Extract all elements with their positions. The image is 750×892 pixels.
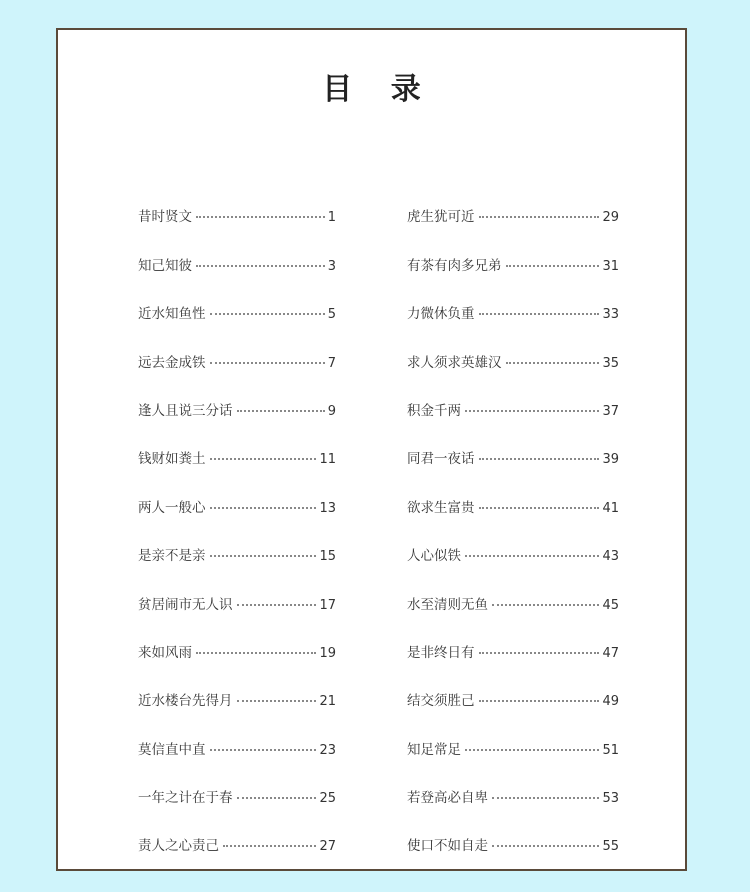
toc-entry-title: 同君一夜话 [407, 451, 475, 468]
toc-entry[interactable] [138, 758, 336, 806]
toc-entry-title: 是非终日有 [407, 644, 475, 661]
dot-leader [210, 555, 317, 557]
dot-leader [196, 216, 325, 218]
toc-entry[interactable] [407, 419, 619, 467]
toc-left-column [138, 177, 336, 854]
toc-entry[interactable] [138, 516, 336, 564]
toc-entry[interactable] [138, 225, 336, 273]
dot-leader [237, 700, 317, 702]
toc-entry[interactable] [407, 613, 619, 661]
toc-entry[interactable] [407, 322, 619, 370]
toc-entry-page-number: 45 [602, 597, 619, 613]
dot-leader [492, 604, 599, 606]
dot-leader [210, 362, 325, 364]
toc-entry-title: 力微休负重 [407, 306, 475, 323]
dot-leader [237, 410, 325, 412]
toc-entry-page-number: 13 [319, 500, 336, 516]
toc-entry-page-number: 9 [327, 403, 336, 419]
dot-leader [492, 845, 599, 847]
dot-leader [465, 749, 599, 751]
toc-entry[interactable] [407, 177, 619, 225]
toc-entry-title: 钱财如粪土 [138, 451, 206, 468]
toc-entry-title: 人心似铁 [407, 548, 461, 565]
toc-entry-title: 有茶有肉多兄弟 [407, 257, 502, 274]
dot-leader [479, 507, 600, 509]
toc-entry-title: 一年之计在于春 [138, 790, 233, 807]
toc-entry[interactable] [407, 371, 619, 419]
toc-entry-title: 知足常足 [407, 741, 461, 758]
dot-leader [465, 555, 599, 557]
toc-entry-title: 知己知彼 [138, 257, 192, 274]
toc-entry-page-number: 35 [602, 355, 619, 371]
dot-leader [479, 700, 600, 702]
toc-entry-title: 责人之心责己 [138, 838, 219, 855]
toc-entry[interactable] [407, 564, 619, 612]
toc-entry[interactable] [138, 661, 336, 709]
dot-leader [465, 410, 599, 412]
toc-right-column [407, 177, 619, 854]
dot-leader [492, 797, 599, 799]
dot-leader [479, 652, 600, 654]
dot-leader [237, 797, 317, 799]
toc-entry-title: 若登高必自卑 [407, 790, 488, 807]
toc-entry[interactable] [138, 467, 336, 515]
dot-leader [196, 265, 325, 267]
toc-entry-title: 结交须胜己 [407, 693, 475, 710]
toc-entry[interactable] [138, 613, 336, 661]
toc-entry-title: 虎生犹可近 [407, 209, 475, 226]
toc-entry-title: 水至清则无鱼 [407, 596, 488, 613]
toc-entry-page-number: 53 [602, 791, 619, 807]
toc-entry-page-number: 17 [319, 597, 336, 613]
toc-entry-page-number: 7 [327, 355, 336, 371]
toc-entry-title: 是亲不是亲 [138, 548, 206, 565]
toc-entry[interactable] [138, 274, 336, 322]
dot-leader [210, 507, 317, 509]
toc-entry-page-number: 3 [327, 258, 336, 274]
toc-entry-page-number: 55 [602, 839, 619, 855]
dot-leader [506, 362, 600, 364]
toc-entry-page-number: 27 [319, 839, 336, 855]
dot-leader [506, 265, 600, 267]
toc-entry[interactable] [407, 806, 619, 854]
toc-entry-title: 两人一般心 [138, 499, 206, 516]
page-title: 目 录 [322, 72, 435, 107]
dot-leader [237, 604, 317, 606]
toc-entry[interactable] [407, 661, 619, 709]
toc-entry[interactable] [407, 758, 619, 806]
dot-leader [210, 313, 325, 315]
dot-leader [210, 458, 317, 460]
dot-leader [479, 458, 600, 460]
toc-entry-page-number: 11 [319, 452, 336, 468]
toc-entry[interactable] [407, 225, 619, 273]
dot-leader [210, 749, 317, 751]
toc-entry-title: 昔时贤文 [138, 209, 192, 226]
dot-leader [223, 845, 316, 847]
toc-entry-title: 欲求生富贵 [407, 499, 475, 516]
toc-entry-page-number: 29 [602, 210, 619, 226]
toc-entry-page-number: 23 [319, 742, 336, 758]
toc-entry-title: 求人须求英雄汉 [407, 354, 502, 371]
dot-leader [196, 652, 316, 654]
toc-entry-title: 来如风雨 [138, 644, 192, 661]
toc-entry-title: 莫信直中直 [138, 741, 206, 758]
toc-entry-page-number: 37 [602, 403, 619, 419]
toc-entry-page-number: 41 [602, 500, 619, 516]
toc-entry-page-number: 33 [602, 307, 619, 323]
toc-entry[interactable] [407, 709, 619, 757]
toc-entry[interactable] [407, 467, 619, 515]
toc-entry[interactable] [138, 177, 336, 225]
toc-entry[interactable] [138, 322, 336, 370]
toc-entry[interactable] [138, 371, 336, 419]
toc-entry-page-number: 1 [327, 210, 336, 226]
toc-entry[interactable] [138, 419, 336, 467]
toc-entry[interactable] [138, 709, 336, 757]
toc-entry-page-number: 47 [602, 645, 619, 661]
toc-entry-title: 远去金成铁 [138, 354, 206, 371]
toc-entry-page-number: 21 [319, 694, 336, 710]
toc-entry-page-number: 43 [602, 549, 619, 565]
dot-leader [479, 216, 600, 218]
toc-page [56, 28, 687, 871]
toc-entry[interactable] [138, 564, 336, 612]
toc-entry-page-number: 19 [319, 645, 336, 661]
toc-entry-title: 贫居闹市无人识 [138, 596, 233, 613]
toc-entry-title: 逢人且说三分话 [138, 402, 233, 419]
toc-entry-page-number: 5 [327, 307, 336, 323]
toc-entry-page-number: 39 [602, 452, 619, 468]
toc-entry[interactable] [138, 806, 336, 854]
toc-entry-title: 积金千两 [407, 402, 461, 419]
toc-entry-page-number: 49 [602, 694, 619, 710]
toc-entry-page-number: 31 [602, 258, 619, 274]
toc-entry-title: 近水知鱼性 [138, 306, 206, 323]
toc-entry[interactable] [407, 274, 619, 322]
toc-entry-page-number: 25 [319, 791, 336, 807]
toc-entry-title: 使口不如自走 [407, 838, 488, 855]
toc-entry[interactable] [407, 516, 619, 564]
dot-leader [479, 313, 600, 315]
toc-entry-page-number: 15 [319, 549, 336, 565]
toc-entry-title: 近水楼台先得月 [138, 693, 233, 710]
toc-entry-page-number: 51 [602, 742, 619, 758]
